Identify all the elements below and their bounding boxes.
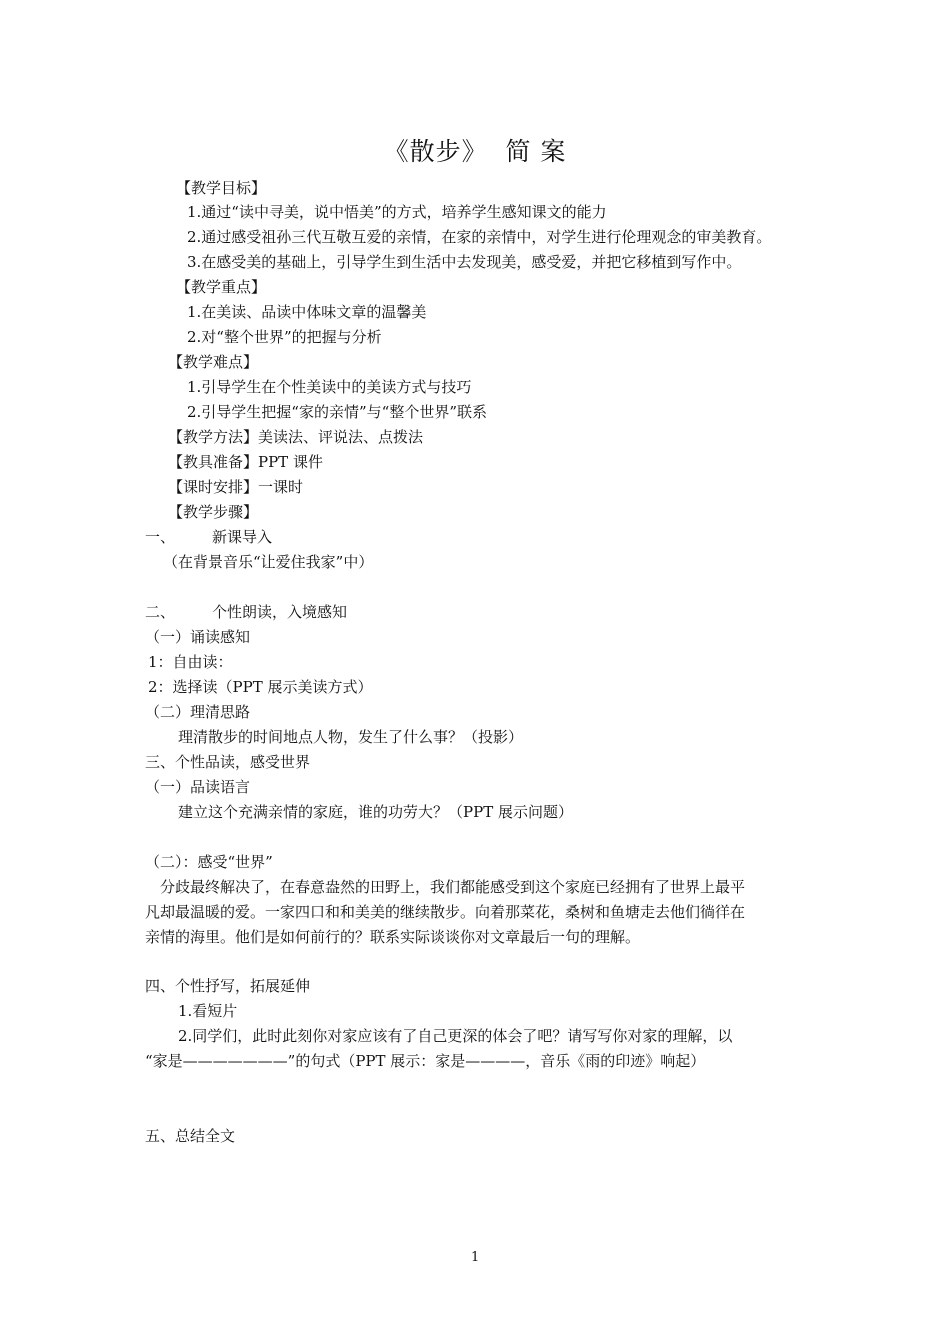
methods-line: 【教学方法】美读法、评说法、点拨法	[168, 428, 424, 446]
difficulty-item-1: 1.引导学生在个性美读中的美读方式与技巧	[187, 378, 472, 396]
page-number: 1	[471, 1250, 480, 1265]
section-3-sub-1: （一）品读语言	[145, 778, 251, 796]
section-2-sub-2: （二）理清思路	[145, 703, 251, 721]
section-2-item-2: 2：选择读（PPT 展示美读方式）	[148, 678, 373, 696]
key-point-item-1: 1.在美读、品读中体味文章的温馨美	[187, 303, 427, 321]
section-3-paragraph-line-1: 分歧最终解决了，在春意盎然的田野上，我们都能感受到这个家庭已经拥有了世界上最平	[160, 878, 746, 896]
section-4-item-2-line-2: “家是———————”的句式（PPT 展示：家是————，音乐《雨的印迹》响起）	[145, 1052, 706, 1070]
difficulties-heading: 【教学难点】	[168, 353, 259, 371]
section-2-item-1: 1：自由读：	[148, 653, 233, 671]
section-3-paragraph-line-3: 亲情的海里。他们是如何前行的？联系实际谈谈你对文章最后一句的理解。	[145, 928, 641, 946]
section-2-sub-1: （一）诵读感知	[145, 628, 251, 646]
section-1-number: 一、	[145, 528, 176, 546]
objective-item-1: 1.通过“读中寻美，说中悟美”的方式，培养学生感知课文的能力	[187, 203, 607, 221]
schedule-line: 【课时安排】一课时	[168, 478, 304, 496]
objective-item-2: 2.通过感受祖孙三代互敬互爱的亲情，在家的亲情中，对学生进行伦理观念的审美教育。	[187, 228, 772, 246]
section-3-title: 三、个性品读，感受世界	[145, 753, 311, 771]
section-2-sub-2-text: 理清散步的时间地点人物，发生了什么事？（投影）	[178, 728, 524, 746]
section-5-title: 五、总结全文	[145, 1127, 236, 1145]
steps-heading: 【教学步骤】	[168, 503, 259, 521]
section-3-sub-2: （二）：感受“世界”	[145, 853, 273, 871]
difficulty-item-2: 2.引导学生把握“家的亲情”与“整个世界”联系	[187, 403, 487, 421]
key-points-heading: 【教学重点】	[176, 278, 267, 296]
materials-line: 【教具准备】PPT 课件	[168, 453, 323, 471]
section-3-paragraph-line-2: 凡却最温暖的爱。一家四口和和美美的继续散步。向着那菜花，桑树和鱼塘走去他们徜徉在	[145, 903, 746, 921]
key-point-item-2: 2.对“整个世界”的把握与分析	[187, 328, 382, 346]
section-4-title: 四、个性抒写，拓展延伸	[145, 977, 311, 995]
section-1-title: 新课导入	[212, 528, 273, 546]
section-4-item-2-line-1: 2.同学们，此时此刻你对家应该有了自己更深的体会了吧？请写写你对家的理解，以	[178, 1027, 733, 1045]
objective-item-3: 3.在感受美的基础上，引导学生到生活中去发现美，感受爱，并把它移植到写作中。	[187, 253, 742, 271]
section-2-number: 二、	[145, 603, 176, 621]
section-4-item-1: 1.看短片	[178, 1002, 238, 1020]
section-1-note: （在背景音乐“让爱住我家”中）	[163, 553, 374, 571]
section-2-title: 个性朗读，入境感知	[212, 603, 348, 621]
section-3-sub-1-text: 建立这个充满亲情的家庭，谁的功劳大？（PPT 展示问题）	[178, 803, 573, 821]
objectives-heading: 【教学目标】	[176, 179, 267, 197]
document-title: 《散步》 简 案	[383, 137, 567, 166]
